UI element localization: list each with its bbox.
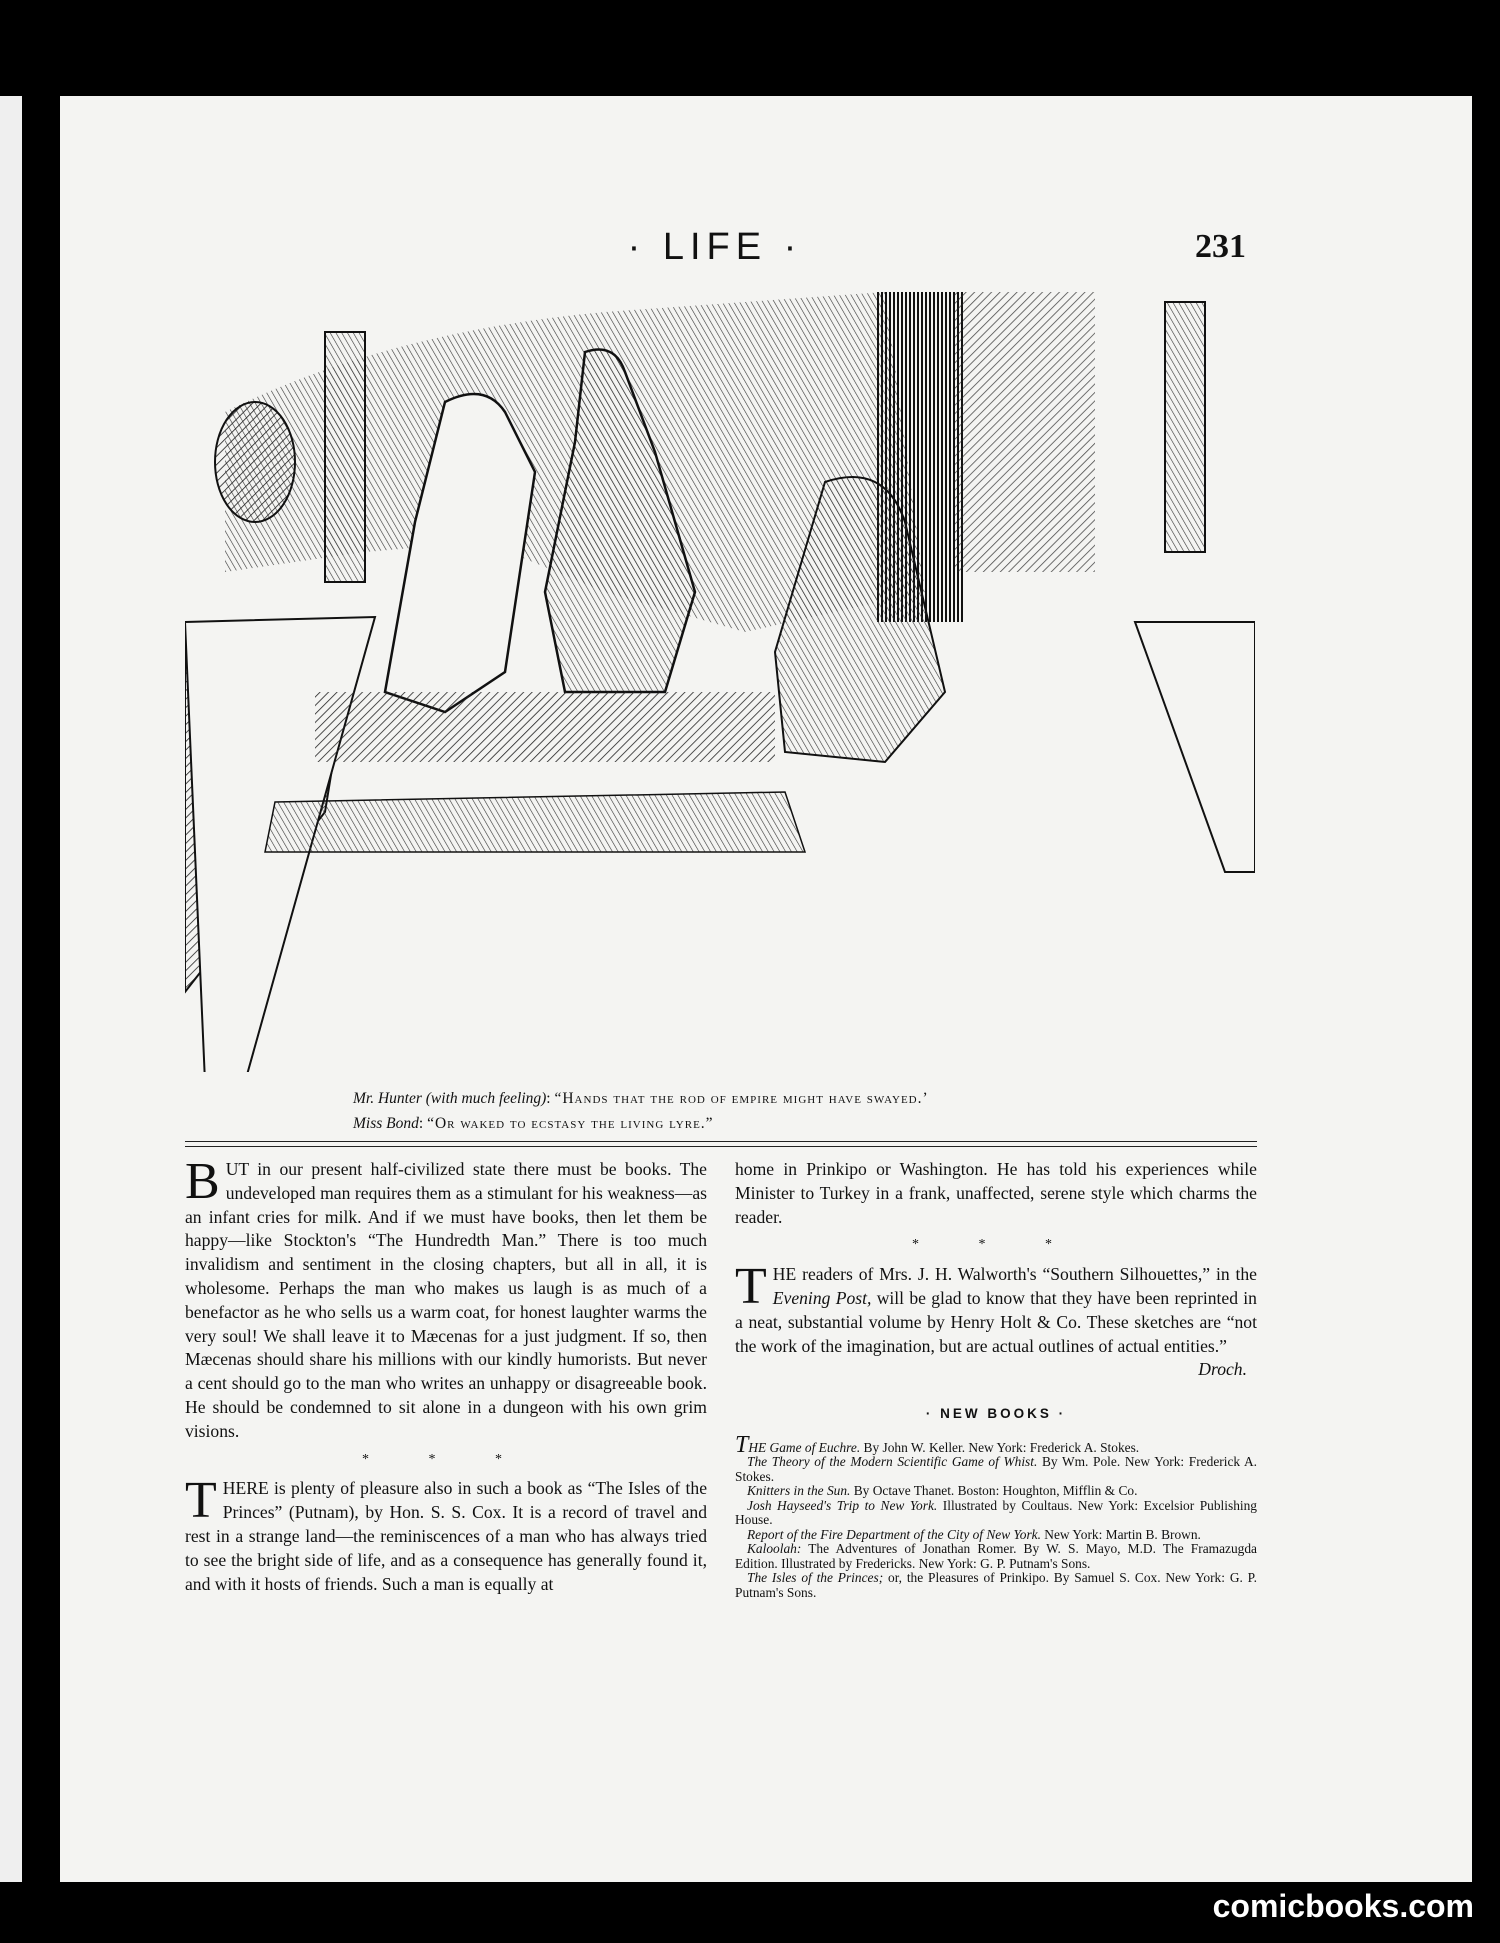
left-paragraph-2-text: HERE is plenty of pleasure also in such a book as “The Isles of the Princes” (Putnam), by Hon. S. S. Cox. It is a record of travel and rest in a strange land—the reminiscences of a man who has always tried to see the bright side of life, and as a consequence has generally found it, and with it hosts of friends. Such a man is equally at [185,1478,707,1594]
book-entry [735,1528,1257,1543]
left-paragraph-1 [185,1153,707,1444]
double-rule-top [185,1141,1257,1142]
book-entry [735,1542,1257,1571]
page-number: 231 [1195,228,1246,265]
caption-speaker-1: Mr. Hunter [353,1090,422,1107]
book-details: By Wm. Pole. New York: Frederick A. Stokes. [735,1454,1257,1484]
right-paragraph-2 [735,1258,1257,1358]
drop-cap: B [185,1153,220,1210]
right-paragraph-1: home in Prinkipo or Washington. He has told his experiences while Minister to Turkey in a frank, unaffected, serene style which charms the reader. [735,1159,1257,1227]
engraving-illustration [185,292,1255,1072]
book-title: Knitters in the Sun. [747,1483,851,1499]
stair-steps [265,792,805,852]
book-entry [735,1571,1257,1600]
book-entry [735,1431,1257,1458]
left-paragraph-2 [185,1472,707,1596]
book-entry [735,1499,1257,1528]
new-books-list [735,1431,1258,1601]
lamp-post [325,332,365,582]
watermark: comicbooks.com [1212,1888,1474,1924]
book-title: Report of the Fire Department of the City of New York. [747,1526,1041,1542]
caption-line-2 [353,1111,1233,1136]
caption-speaker-2: Miss Bond [353,1115,419,1132]
book-details: The Adventures of Jonathan Romer. By W. S. Mayo, M.D. The Framazugda Edition. Illustrated by Fredericks. New York: G. P. Putnam's Sons. [735,1541,1257,1571]
caption-line-1 [353,1086,1233,1111]
illustration-caption [353,1086,1233,1136]
book-drop-cap: T [735,1431,749,1458]
book-title: Kaloolah: [747,1541,802,1557]
book-title: The Isles of the Princes; [747,1570,884,1586]
crowd-backdrop [955,292,1095,572]
left-column [185,1153,707,1596]
book-details: Illustrated by Coultaus. New York: Excelsior Publishing House. [735,1497,1258,1528]
stair-landing [315,692,775,762]
new-books-heading: · NEW BOOKS · [925,1406,1067,1422]
railing-right [1135,622,1255,872]
newspaper-title: Evening Post, [772,1287,872,1308]
caption-aside: (with much feeling) [425,1090,547,1107]
book-entry [735,1484,1257,1499]
caption-sep-1: : [546,1090,551,1107]
page-header [0,226,1500,276]
caption-sep-2: : [418,1115,424,1132]
drop-cap: T [735,1258,767,1316]
right-column [1165,302,1205,552]
right-paragraph-2-post: will be glad to know that they have been reprinted in a neat, substantial volume by Henry Holt & Co. These sketches are “not the work of the imagination, but are actual outlines of actual entities.” [735,1287,1257,1356]
book-details: By John W. Keller. New York: Frederick A. Stokes. [860,1439,1140,1455]
caption-quote-2: “Or waked to ecstasy the living lyre.” [427,1115,714,1132]
right-paragraph-2-pre: HE readers of Mrs. J. H. Walworth's “Southern Silhouettes,” in the [772,1264,1257,1285]
left-paragraph-1-text: UT in our present half-civilized state there must be books. The undeveloped man requires them as a stimulant for his weakness—as an infant cries for milk. And if we must have books, then let them be happy—like Stockton's “The Hundredth Man.” There is too much invalidism and sentiment in the closing chapters, but all in all, it is wholesome. Perhaps the man who makes us laugh is as much of a benefactor as he who sells us a warm coat, for honest laughter warms the very soul! We shall leave it to Mæcenas for a just judgment. If so, then Mæcenas should share his millions with our kindly humorists. But never a cent should go to the man who writes an unhappy or disagreeable book. He should be condemned to sit alone in a dungeon with his own grim visions. [185,1159,707,1441]
section-break: * * * [912,1237,1080,1253]
book-entry [735,1455,1257,1484]
drop-cap: T [185,1472,217,1530]
double-rule-bottom [185,1146,1257,1147]
section-break: * * * [362,1451,530,1467]
masthead-title: · LIFE · [627,226,803,268]
book-title: Josh Hayseed's Trip to New York. [747,1497,938,1513]
book-details: By Octave Thanet. Boston: Houghton, Mifflin & Co. [850,1483,1138,1499]
right-column [735,1158,1257,1600]
caption-quote-1: “Hands that the rod of empire might have swayed.’ [554,1090,929,1107]
book-title: The Theory of the Modern Scientific Game of Whist. [747,1454,1038,1470]
author-signature: Droch. [1198,1359,1247,1380]
book-details: New York: Martin B. Brown. [1040,1526,1201,1542]
book-title: HE Game of Euchre. [748,1439,861,1455]
spectators-left [215,402,295,522]
left-page-edge [0,96,22,1882]
book-details: or, the Pleasures of Prinkipo. By Samuel S. Cox. New York: G. P. Putnam's Sons. [735,1570,1257,1600]
